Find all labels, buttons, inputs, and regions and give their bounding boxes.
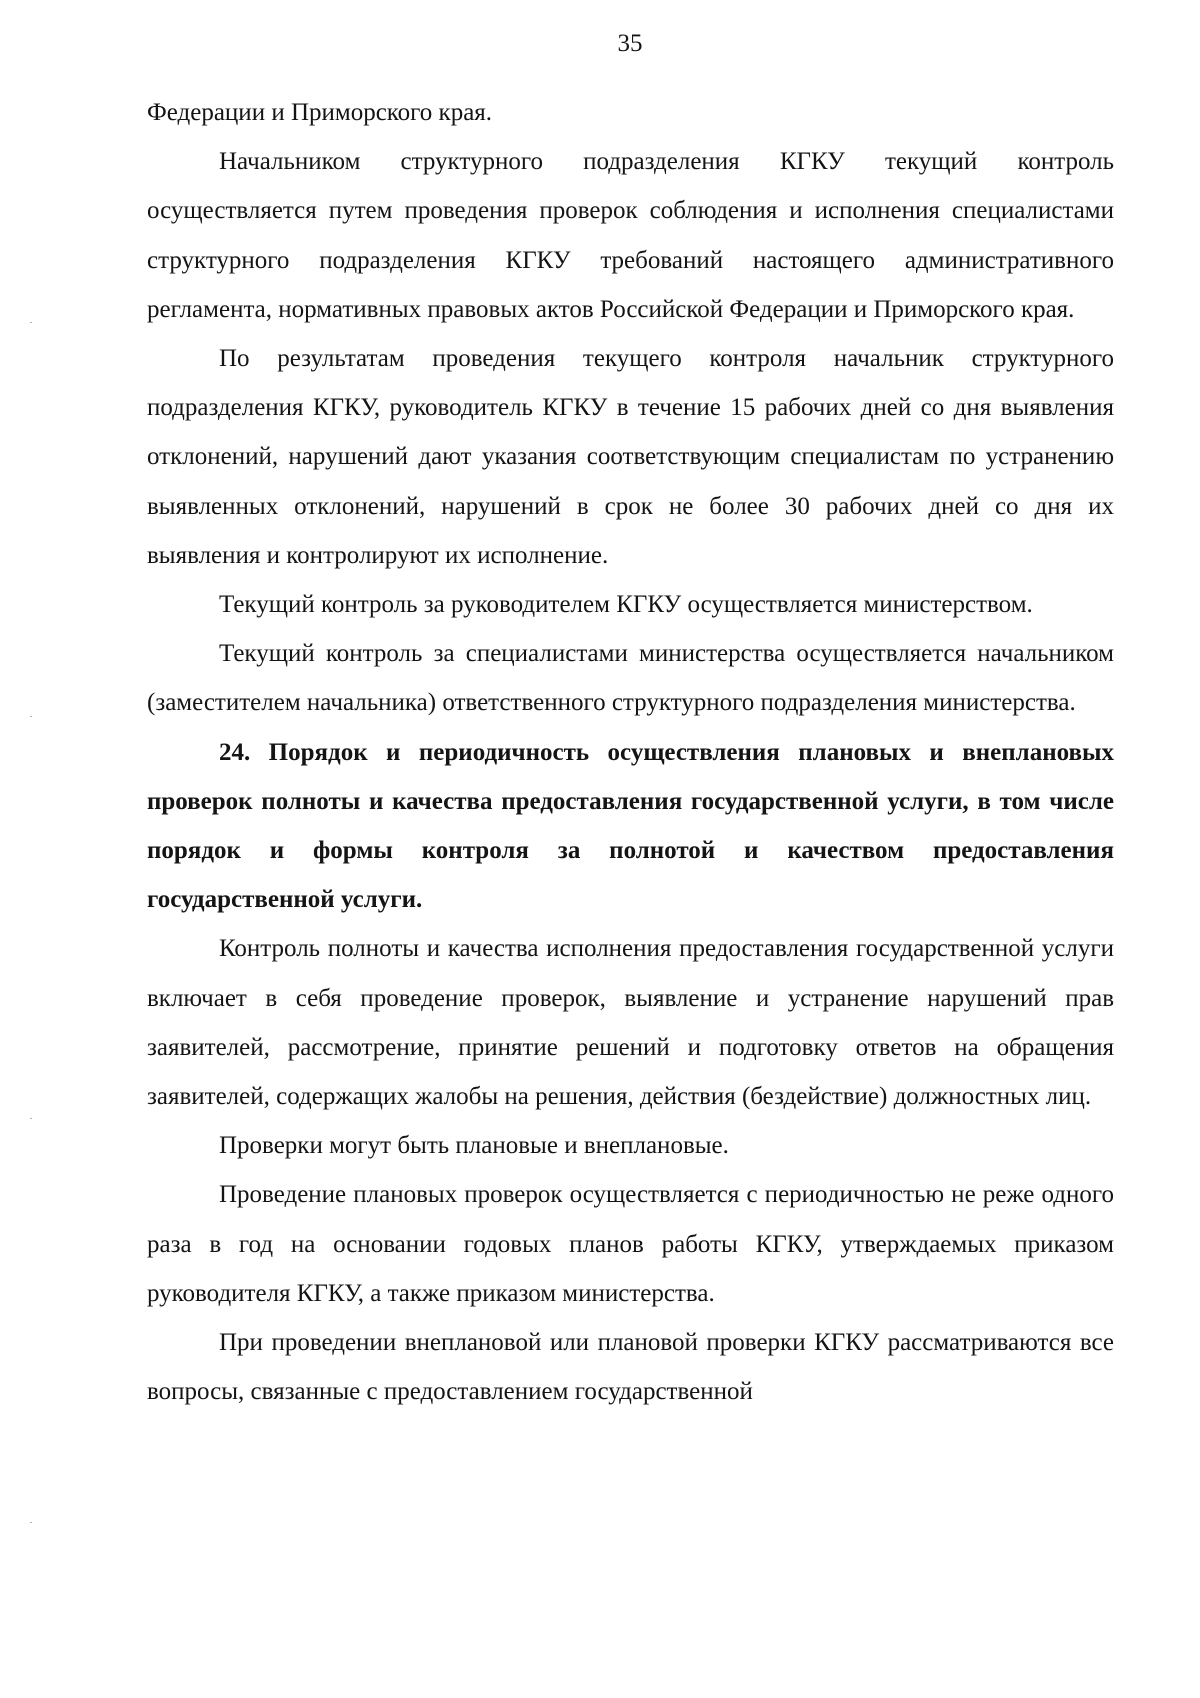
page-number: 35 bbox=[617, 30, 643, 57]
scan-artifact bbox=[30, 322, 32, 323]
section-heading: 24. Порядок и периодичность осуществления плановых и внеплановых проверок полноты и качества предоставления государственной услуги, в том числе порядок и формы контроля за полнотой и качеством предоставления государственной услуги. bbox=[147, 738, 1114, 914]
scan-artifact bbox=[30, 1118, 32, 1119]
paragraph: Проверки могут быть плановые и внеплановые. bbox=[219, 1132, 729, 1160]
paragraph: Контроль полноты и качества исполнения предоставления государственной услуги включает в себя проведение проверок, выявление и устранение нарушений прав заявителей, рассмотрение, принятие решений и подготовку ответов на обращения заявителей, содержащих жалобы на решения, действия (бездействие) должностных лиц. bbox=[147, 935, 1114, 1111]
paragraph: При проведении внеплановой или плановой проверки КГКУ рассматриваются все вопросы, связанные с предоставлением государственной bbox=[147, 1329, 1114, 1406]
paragraph: Начальником структурного подразделения КГКУ текущий контроль осуществляется путем проведения проверок соблюдения и исполнения специалистами структурного подразделения КГКУ требований настоящего административного регламента, нормативных правовых актов Российской Федерации и Приморского края. bbox=[147, 148, 1114, 323]
paragraph: Текущий контроль за специалистами министерства осуществляется начальником (заместителем начальника) ответственного структурного подразделения министерства. bbox=[147, 640, 1114, 717]
body-text bbox=[147, 88, 1114, 1416]
scan-artifact bbox=[30, 716, 32, 717]
paragraph: По результатам проведения текущего контроля начальник структурного подразделения КГКУ, руководитель КГКУ в течение 15 рабочих дней со дня выявления отклонений, нарушений дают указания соответствующим специалистам по устранению выявленных отклонений, нарушений в срок не более 30 рабочих дней со дня их выявления и контролируют их исполнение. bbox=[147, 345, 1114, 569]
paragraph: Текущий контроль за руководителем КГКУ осуществляется министерством. bbox=[219, 591, 1033, 619]
paragraph: Федерации и Приморского края. bbox=[147, 99, 493, 126]
scan-artifact bbox=[30, 1522, 32, 1523]
paragraph: Проведение плановых проверок осуществляется с периодичностью не реже одного раза в год на основании годовых планов работы КГКУ, утверждаемых приказом руководителя КГКУ, а также приказом министерства. bbox=[147, 1181, 1114, 1307]
